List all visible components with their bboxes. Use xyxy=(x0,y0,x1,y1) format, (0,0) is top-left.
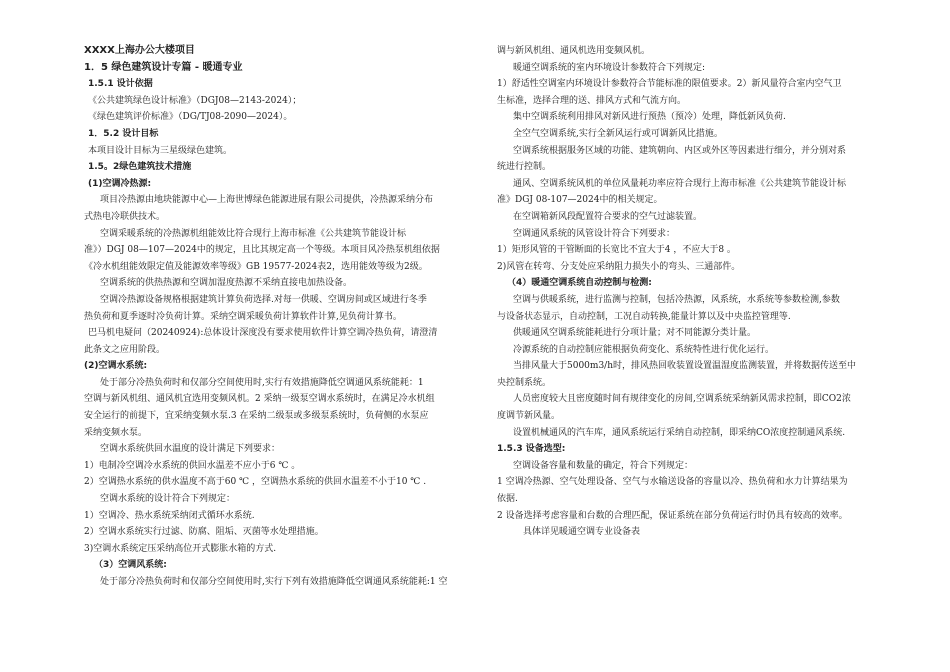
right-text-line: 空调设备容量和数量的确定，符合下列规定： xyxy=(513,460,694,471)
left-text-line: 3)空调水系统定压采纳高位开式膨胀水箱的方式. xyxy=(84,543,277,554)
left-column xyxy=(84,43,484,591)
left-text-line: 空调与新风机组、通风机宜选用变频风机。2 采纳一级泵空调水系统时，在满足冷水机组 xyxy=(84,394,435,405)
right-text-line: （4）暖通空调系统自动控制与检测: xyxy=(507,278,652,289)
right-text-line: 生标准，选择合理的送、排风方式和气流方向。 xyxy=(497,95,687,106)
left-text-line: 空调采暖系统的冷热源机组能效比符合现行上海市标准《公共建筑节能设计标 xyxy=(100,228,407,239)
left-text-line: 《公共建筑绿色设计标准》（DGJ08—2143-2024）； xyxy=(88,95,302,106)
right-text-line: 空调通风系统的风管设计符合下列要求： xyxy=(513,228,676,239)
left-text-line: 1.5。2绿色建筑技术措施 xyxy=(88,162,192,173)
right-text-line: 1）舒适性空调室内环境设计参数符合节能标准的限值要求。2）新风量符合室内空气卫 xyxy=(497,79,842,90)
right-text-line: 1 空调冷热源、空气处理设备、空气与水输送设备的容量以冷、热负荷和水力计算结果为 xyxy=(497,477,848,488)
left-text-line: (2)空调水系统: xyxy=(84,361,148,372)
left-text-line: 1）空调冷、热水系统采纳闭式循环水系统. xyxy=(84,510,255,521)
left-text-line: 1．5.2 设计目标 xyxy=(88,128,159,139)
right-text-line: 1.5.3 设备选型: xyxy=(497,444,566,455)
right-text-line: 供暖通风空调系统能耗进行分项计量；对不同能源分类计量。 xyxy=(513,328,757,339)
left-text-line: 热负荷和夏季逐时冷负荷计算。采纳空调采暖负荷计算软件计算,见负荷计算书。 xyxy=(84,311,402,322)
left-text-line: 《绿色建筑评价标准》（DG/TJ08-2090—2024）。 xyxy=(88,112,293,123)
right-text-line: 依据. xyxy=(497,494,518,505)
right-text-line: 度调节新风量。 xyxy=(497,411,561,422)
right-text-line: 统进行控制。 xyxy=(497,162,552,173)
left-text-line: （3）空调风系统: xyxy=(94,560,167,571)
left-text-line: 处于部分冷热负荷时和仅部分空间使用时,实行下列有效措施降低空调通风系统能耗:1 空 xyxy=(100,577,448,587)
right-text-line: 人员密度较大且密度随时间有规律变化的房间,空调系统采纳新风需求控制，即CO2浓 xyxy=(513,394,851,405)
right-text-line: 全空气空调系统,实行全新风运行或可调新风比措施。 xyxy=(513,128,723,139)
left-text-line: 2）空调热水系统的供水温度不高于60 ℃ ，空调热水系统的供回水温差不小于10 ℃ . xyxy=(84,477,427,488)
right-text-line: 2 设备选择考虑容量和台数的合理匹配，保证系统在部分负荷运行时仍具有较高的效率。 xyxy=(497,510,848,521)
left-text-line: 处于部分冷热负荷时和仅部分空间使用时,实行有效措施降低空调通风系统能耗：1 xyxy=(100,377,424,388)
right-text-line: 冷源系统的自动控制应能根据负荷变化、系统特性进行优化运行。 xyxy=(513,344,775,355)
right-text-line: 空调系统根据服务区域的功能、建筑朝向、内区或外区等因素进行细分，并分别对系 xyxy=(513,145,847,156)
right-text-line: 具体详见暖通空调专业设备表 xyxy=(523,527,641,538)
right-text-line: 2)风管在转弯、分支处应采纳阻力损失小的弯头、三通部件。 xyxy=(497,261,741,272)
left-text-line: 采纳变频水泵。 xyxy=(84,427,148,438)
right-text-line: 当排风量大于5000m3/h时，排风热回收装置设置温湿度监测装置，并将数据传送至中 xyxy=(513,361,856,372)
right-text-line: 央控制系统。 xyxy=(497,377,552,388)
left-text-line: 空调水系统供回水温度的设计满足下列要求： xyxy=(100,444,281,455)
right-column xyxy=(497,43,887,541)
left-text-line: 项目冷热源由地块能源中心—上海世博绿色能源进展有限公司提供，冷热源采纳分布 xyxy=(100,195,434,206)
left-text-line: 1．5 绿色建筑设计专篇 - 暖通专业 xyxy=(84,61,243,73)
right-text-line: 集中空调系统利用排风对新风进行预热（预冷）处理，降低新风负荷. xyxy=(513,112,786,123)
left-text-line: 1.5.1 设计依据 xyxy=(88,79,153,90)
right-text-line: 设置机械通风的汽车库，通风系统运行采纳自动控制，即采纳CO浓度控制通风系统. xyxy=(513,427,846,438)
right-text-line: 通风、空调系统风机的单位风量耗功率应符合现行上海市标准《公共建筑节能设计标 xyxy=(513,178,847,189)
left-text-line: 安全运行的前提下，宜采纳变频水泵.3 在采纳二级泵或多级泵系统时，负荷侧的水泵应 xyxy=(84,411,429,422)
right-text-line: 在空调箱新风段配置符合要求的空气过滤装置。 xyxy=(513,211,703,222)
left-text-line: 本项目设计目标为三星级绿色建筑。 xyxy=(88,145,233,156)
left-text-line: 1）电制冷空调冷水系统的供回水温差不应小于6 ℃ 。 xyxy=(84,460,301,471)
left-text-line: (1)空调冷热源: xyxy=(88,178,152,189)
right-text-line: 暖通空调系统的室内环境设计参数符合下列规定: xyxy=(513,62,706,73)
left-text-line: 空调系统的供热热源和空调加湿度热源不采纳直接电加热设备。 xyxy=(100,278,353,289)
left-text-line: 2）空调水系统实行过滤、防腐、阻垢、灭菌等水处理措施。 xyxy=(84,527,324,538)
right-text-line: 1）矩形风管的干管断面的长宽比不宜大于4 ，不应大于8 。 xyxy=(497,245,736,256)
right-text-line: 与设备状态显示，自动控制，工况自动转换,能量计算以及中央监控管理等. xyxy=(497,311,791,322)
right-text-line: 准》DGJ 08-107—2024中的相关规定。 xyxy=(497,195,663,206)
right-text-line: 调与新风机组、通风机选用变频风机。 xyxy=(497,46,651,56)
left-text-line: 空调冷热源设备规格根据建筑计算负荷选择.对每一供暖、空调房间或区域进行冬季 xyxy=(100,294,427,305)
right-text-line: 空调与供暖系统，进行监测与控制，包括冷热源，风系统，水系统等参数检测,参数 xyxy=(513,294,840,305)
left-text-line: 准》）DGJ 08—107—2024中的规定，且比其规定高一个等级。本项目风冷热泵机组依据 xyxy=(84,245,440,256)
left-text-line: 式热电冷联供技术。 xyxy=(84,211,166,222)
left-text-line: 《冷水机组能效限定值及能源效率等级》GB 19577-2024表2，选用能效等级为2级。 xyxy=(84,261,428,272)
left-text-line: 此条文之应用阶段。 xyxy=(84,344,166,355)
left-text-line: 巴马机电疑问（20240924):总体设计深度没有要求使用软件计算空调冷热负荷，请澄清 xyxy=(88,328,438,339)
left-text-line: 空调水系统的设计符合下列规定： xyxy=(100,494,236,505)
left-text-line: XXXX上海办公大楼项目 xyxy=(84,45,195,56)
